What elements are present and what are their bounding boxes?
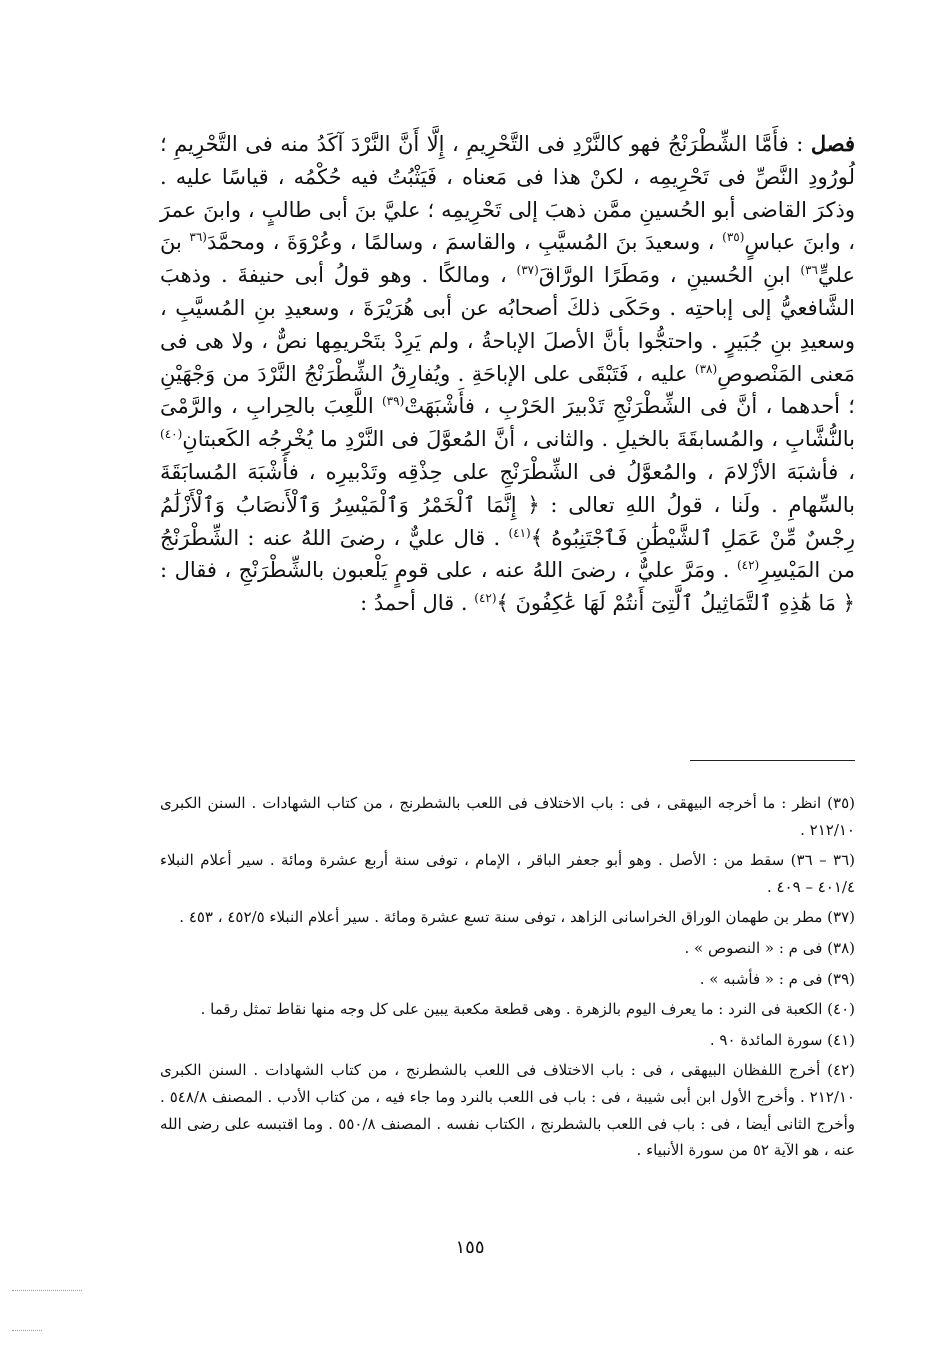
body-text: . قال أحمدُ : (360, 591, 475, 616)
footnote: (٣٧) مطر بن طهمان الوراق الخراسانى الزاهد ، توفى سنة تسع عشرة ومائة . سير أعلام النبلاء ٤٥٢/٥ ، ٤٥٣ . (179, 908, 855, 927)
footnote: (٣٥) انظر : ما أخرجه البيهقى ، فى : باب الاختلاف فى اللعب بالشطرنج ، من كتاب الشهادات . السنن الكبرى ٢١٢/١٠ . (160, 794, 855, 839)
footnote-ref: (٣٨) (694, 361, 718, 376)
scan-artifact (12, 1290, 82, 1291)
footnote-ref: (٣٧) (516, 263, 539, 278)
footnote-ref: (٣٦ (189, 230, 207, 245)
body-text: ، فأشبَهَ الأزْلامَ ، والمُعوَّلُ فى الشِّطْرَنْجِ على حِذْقِه وتَدْبيرِه ، فأَشْبَهَ المُسابَقَةَ بالسِّهامِ . ولَنا ، قولُ اللهِ تعالى : ﴿ إِنَّمَا ٱلْخَمْرُ وَٱلْمَيْسِرُ وَٱلْأَنصَابُ وَٱلْأَزْلَٰمُ رِجْسٌ مِّنْ عَمَلِ ٱلشَّيْطَٰنِ فَٱجْتَنِبُوهُ ﴾ (160, 459, 855, 550)
body-text: ، وسعيدَ بنَ المُسيَّبِ ، والقاسمَ ، وسالمًا ، وعُرْوَةَ ، ومحمَّدَ (206, 230, 723, 255)
footnote: (٤١) سورة المائدة ٩٠ . (709, 1030, 855, 1049)
footnote-ref: ٣٦) (800, 263, 818, 278)
footnote: (٣٨) فى م : « النصوص » . (684, 938, 855, 957)
body-text: : فأَمَّا الشِّطْرَنْجُ فهو كالنَّرْدِ فى التَّحْرِيمِ ، إِلَّا أَنَّ النَّرْدَ آكَدُ منه فى التَّحْرِيمِ ؛ لُورُودِ النَّصِّ فى تَحْرِيمِه ، لكنْ هذا فى مَعناه ، فَيَثْبُتُ فيه حُكْمُه ، قياسًا عليه . وذكرَ القاضى أبو الحُسينِ ممَّن ذهبَ إلى تَحْرِيمِه ؛ عليَّ بنَ أبى طالبٍ ، وابنَ عمرَ ، وابنَ عباسٍ (160, 132, 855, 255)
footnote-ref: (٤١) (508, 525, 531, 540)
footnote: (٣٦ – ٣٦) سقط من : الأصل . وهو أبو جعفر الباقر ، الإمام ، توفى سنة أربع عشرة ومائة . سير أعلام النبلاء ٤٠١/٤ – ٤٠٩ . (160, 851, 855, 896)
footnote-divider (690, 760, 855, 761)
body-text: بنَ عليٍّ (160, 230, 855, 288)
page-number: ١٥٥ (455, 1237, 485, 1258)
body-text: . ومَرَّ عليٌّ ، رضىَ اللهُ عنه ، على قومٍ يَلْعبون بالشِّطْرَنْجِ ، فقال : ﴿ مَا هَٰذِهِ ٱلتَّمَاثِيلُ ٱلَّتِىٓ أَنتُمْ لَهَا عَٰكِفُونَ ﴾ (160, 558, 855, 616)
footnote-ref: (٤٢) (474, 591, 497, 606)
body-text: عليه ، فَتَبْقَى على الإباحَةِ . ويُفارِقُ الشِّطْرَنْجُ النَّرْدَ من وَجْهَيْنِ ؛ أحدهما ، أنَّ فى الشِّطْرَنْجِ تَدْبيرَ الحَرْبِ ، فأَشْبَهَتْ (160, 361, 855, 419)
footnote: (٤٠) الكعبة فى النرد : ما يعرف اليوم بالزهرة . وهى قطعة مكعبة يبين على كل وجه منها نقاط تمثل رقما . (200, 1000, 855, 1019)
section-heading: فصل (810, 131, 855, 156)
body-text: ، ومالكًا . وهو قولُ أبى حنيفةَ . وذهبَ الشَّافعيُّ إلى إباحتِه . وحَكَى ذلكَ أصحابُه عن أبى هُرَيْرَةَ ، وسعيدِ بنِ المُسيَّبِ ، وسعيدِ بنِ جُبَيرٍ . واحتجُّوا بأنَّ الأصلَ الإباحةُ ، ولم يَرِدْ بتَحْريمِها نصٌّ ، ولا هى فى مَعنى المَنْصوصِ (160, 263, 855, 386)
footnote-ref: (٣٩) (381, 394, 405, 409)
footnote: (٣٩) فى م : « فأشبه » . (699, 969, 855, 988)
footnotes (160, 790, 855, 1168)
body-text: ابنِ الحُسينِ ، ومَطَرًا الورَّاقَ (538, 263, 801, 288)
footnote-ref: (٣٥) (722, 230, 745, 245)
footnote: (٤٢) أخرج اللفظان البيهقى ، فى : باب الاختلاف فى اللعب بالشطرنج ، من كتاب الشهادات . السنن الكبرى ٢١٢/١٠ . وأخرج الأول ابن أبى شيبة ، فى : باب فى اللعب بالنرد وما جاء فيه ، من كتاب الأدب . المصنف ٥٤٨/٨ . وأخرج الثانى أيضا ، فى : باب فى اللعب بالشطرنج ، الكتاب نفسه . المصنف ٥٥٠/٨ . وما اقتبسه على رضى الله عنه ، هو الآية ٥٢ من سورة الأنبياء . (160, 1061, 855, 1160)
scan-artifact (12, 1330, 42, 1331)
footnote-ref: (٤٢) (736, 558, 760, 573)
main-text (160, 128, 855, 620)
body-text: اللَّعِبَ بالحِرابِ ، والرَّمْىَ بالنُّشَّابِ ، والمُسابقَةَ بالخيلِ . والثانى ، أنَّ المُعوَّلَ فى النَّرْدِ ما يُخْرِجُه الكَعبتانِ (160, 394, 855, 452)
footnote-ref: (٤٠) (160, 427, 183, 442)
body-text: . قال عليٌّ ، رضىَ اللهُ عنه : الشِّطْرَنْجُ من المَيْسِرِ (160, 525, 855, 583)
